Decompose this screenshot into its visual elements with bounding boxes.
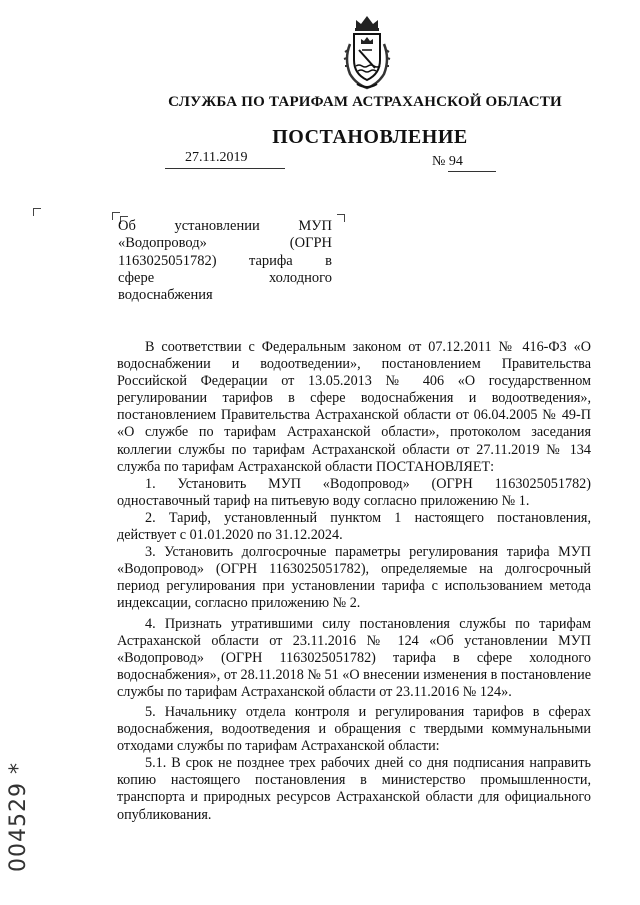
document-date: 27.11.2019 (185, 150, 248, 165)
subject-line: сфере холодного (118, 269, 332, 286)
margin-stamp (6, 742, 66, 872)
body-paragraph: 5.1. В срок не позднее трех рабочих дней со дня подписания направить копию настоящего постановления в министерство промышленности, транспорта и природных ресурсов Астраханской области для официального опубликования. (117, 755, 591, 823)
coat-of-arms-icon (342, 14, 392, 92)
document-number: № 94 (432, 154, 463, 169)
number-underline (448, 171, 496, 172)
corner-mark (33, 208, 41, 216)
body-paragraph: 4. Признать утратившими силу постановления службы по тарифам Астраханской области от 23.11.2016 № 124 «Об установлении МУП «Водопровод» (ОГРН 1163025051782) тарифа в сфере холодного водоснабжения», от 28.11.2018 № 51 «О внесении изменения в постановление службы по тарифам Астраханской области от 23.11.2016 № 124». (117, 615, 591, 700)
subject-line: «Водопровод» (ОГРН (118, 235, 332, 252)
body-paragraph: 5. Начальнику отдела контроля и регулирования тарифов в сферах водоснабжения, водоотведения и обращения с твердыми коммунальными отходами службы по тарифам Астраханской области: (117, 703, 591, 755)
document-subject (118, 218, 332, 304)
subject-line: 1163025051782) тарифа в (118, 252, 332, 269)
body-paragraph: 2. Тариф, установленный пунктом 1 настоящего постановления, действует с 01.01.2020 по 31.12.2024. (117, 509, 591, 544)
subject-line: Об установлении МУП (118, 218, 332, 234)
stamp-mark: * (6, 762, 31, 775)
document-type-heading: ПОСТАНОВЛЕНИЕ (272, 126, 468, 148)
body-paragraph: 3. Установить долгосрочные параметры регулирования тарифа МУП «Водопровод» (ОГРН 1163025051782), определяемые на долгосрочный период регулирования при установлении тарифа с использованием метода индексации, согласно приложению № 2. (117, 544, 591, 612)
document-body (117, 339, 591, 824)
date-underline (165, 168, 285, 169)
body-paragraph: 1. Установить МУП «Водопровод» (ОГРН 1163025051782) одноставочный тариф на питьевую воду согласно приложению № 1. (117, 475, 591, 509)
corner-mark (337, 214, 345, 222)
stamp-number: 004529 (6, 782, 31, 872)
subject-line: водоснабжения (118, 287, 213, 304)
organization-title: СЛУЖБА ПО ТАРИФАМ АСТРАХАНСКОЙ ОБЛАСТИ (168, 94, 562, 110)
body-paragraph: В соответствии с Федеральным законом от 07.12.2011 № 416-ФЗ «О водоснабжении и водоотведении», постановлением Правительства Российской Федерации от 13.05.2013 № 406 «О государственном регулировании тарифов в сфере водоснабжения и водоотведения», постановлением Правительства Астраханской области от 06.04.2005 № 49-П «О службе по тарифам Астраханской области», протоколом заседания коллегии службы по тарифам Астраханской области от 27.11.2019 № 134 служба по тарифам Астраханской области ПОСТАНОВЛЯЕТ: (117, 339, 591, 475)
